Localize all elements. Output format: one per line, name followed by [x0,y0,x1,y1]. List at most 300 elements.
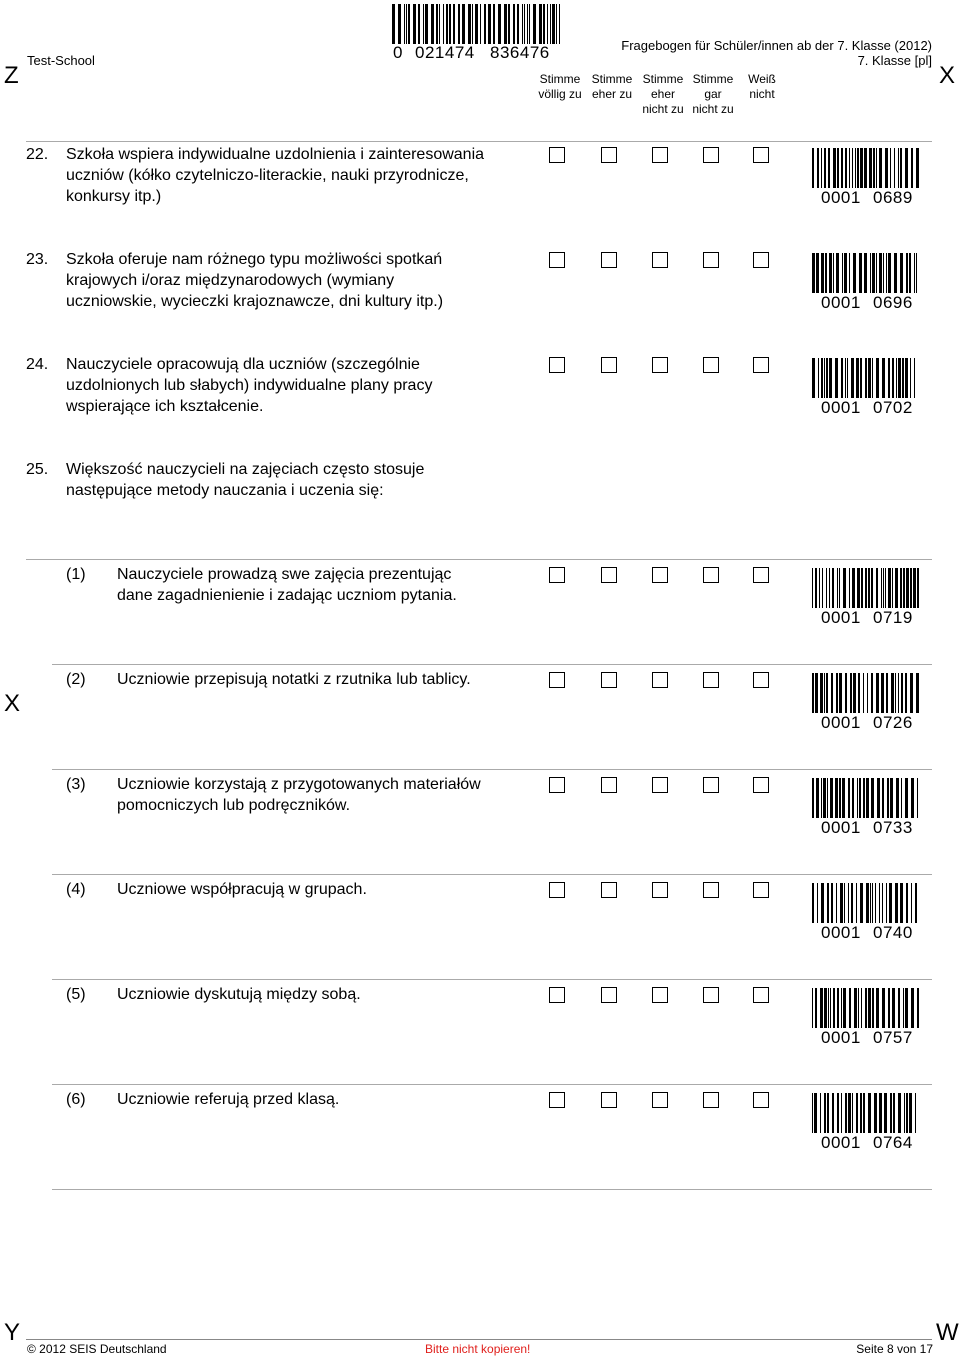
barcode-bar [513,4,515,44]
barcode-bar [898,673,899,713]
item-code-number: 0689 [873,188,913,207]
barcode-bar [524,4,525,44]
answer-checkbox-5[interactable] [753,147,769,163]
barcode-bar [812,673,814,713]
barcode-bar [872,358,873,398]
answer-column-header [685,72,741,117]
answer-checkbox-4[interactable] [703,567,719,583]
answer-checkbox-1[interactable] [549,567,565,583]
barcode-bar [906,1093,908,1133]
barcode-bar [898,988,900,1028]
barcode-bar [830,988,831,1028]
barcode-bar [882,883,883,923]
barcode-bar [898,1093,901,1133]
subitem-number: (3) [66,776,86,793]
barcode-bar [868,568,870,608]
barcode-bar [812,883,814,923]
barcode-bar [816,253,819,293]
barcode-bar [856,358,859,398]
item-code-number: 0757 [873,1028,913,1047]
question-text-line: Większość nauczycieli na zajęciach często stosuje [66,461,425,478]
corner-mark-top-right: X [939,62,956,89]
barcode-bar [864,253,867,293]
barcode-bar [871,568,873,608]
barcode-bar [845,1093,847,1133]
barcode-bar [858,673,860,713]
barcode-bar [917,568,919,608]
barcode-bar [556,4,557,44]
answer-checkbox-4[interactable] [703,777,719,793]
barcode-bar [865,568,867,608]
answer-checkbox-4[interactable] [703,357,719,373]
barcode-bar [436,4,438,44]
answer-checkbox-2[interactable] [601,777,617,793]
barcode-bar [917,778,918,818]
subitem-text-line: Uczniowie przepisują notatki z rzutnika lub tablicy. [117,671,471,688]
barcode-bar [837,988,839,1028]
question-text-line: konkursy itp.) [66,188,162,205]
answer-checkbox-5[interactable] [753,1092,769,1108]
header-divider [26,141,932,142]
barcode-bar [852,568,855,608]
barcode-bar [861,988,862,1028]
barcode-bar [830,778,833,818]
barcode-bar [839,568,840,608]
barcode-bar [863,778,865,818]
answer-checkbox-1[interactable] [549,1092,565,1108]
barcode-bar [552,4,555,44]
answer-checkbox-2[interactable] [601,252,617,268]
footer-page-number: Seite 8 von 17 [856,1342,933,1356]
barcode-bar [843,568,846,608]
barcode-bar [498,4,501,44]
answer-column-header [584,72,640,102]
barcode-bar [851,883,853,923]
barcode-bar [905,358,908,398]
row-divider [52,1084,932,1085]
answer-checkbox-4[interactable] [703,1092,719,1108]
barcode-bar [818,358,819,398]
barcode-bar [890,778,893,818]
item-barcode [812,358,920,398]
question-text-line: Szkoła oferuje nam różnego typu możliwości spotkań [66,251,443,268]
barcode-bar [906,883,908,923]
barcode-bar [849,148,850,188]
barcode-bar [879,1093,882,1133]
barcode-bar [827,883,829,923]
barcode-bar [852,1093,853,1133]
item-code-prefix: 0001 [821,713,861,732]
corner-mark-bottom-left: Y [4,1319,21,1346]
answer-checkbox-3[interactable] [652,987,668,1003]
barcode-bar [836,673,838,713]
barcode-bar [863,673,864,713]
barcode-bar [888,358,890,398]
barcode-bar [869,148,872,188]
barcode-bar [866,883,869,923]
item-code-number: 0764 [873,1133,913,1152]
barcode-bar [913,568,916,608]
barcode-bar [835,778,838,818]
barcode-bar [898,358,901,398]
barcode-bar [527,4,528,44]
barcode-bar [900,148,902,188]
answer-checkbox-1[interactable] [549,357,565,373]
question-number: 25. [26,461,49,478]
answer-checkbox-2[interactable] [601,357,617,373]
answer-checkbox-1[interactable] [549,252,565,268]
answer-column-header [532,72,588,102]
barcode-bar [547,4,548,44]
barcode-bar [418,4,420,44]
barcode-bar [876,148,877,188]
subitem-text-line: dane zagadnienienie i zadając uczniom pytania. [117,587,457,604]
question-number: 23. [26,251,49,268]
answer-checkbox-3[interactable] [652,252,668,268]
column-header-line: Weiß [748,72,776,86]
barcode-bar [888,253,891,293]
barcode-bar [815,568,817,608]
answer-checkbox-2[interactable] [601,672,617,688]
barcode-bar [893,1093,895,1133]
barcode-bar [876,568,878,608]
corner-mark-bottom-right: W [936,1319,959,1346]
barcode-bar [860,883,863,923]
barcode-bar [821,253,824,293]
barcode-bar [863,1093,865,1133]
answer-checkbox-3[interactable] [652,1092,668,1108]
column-header-line: Stimme [692,72,734,86]
barcode-bar [484,4,486,44]
barcode-bar [443,4,444,44]
barcode-bar [865,358,867,398]
question-text-line: uzdolnionych lub słabych) indywidualne plany pracy [66,377,433,394]
barcode-bar [829,253,832,293]
item-barcode [812,673,920,713]
row-divider [52,664,932,665]
barcode-bar [821,883,824,923]
answer-checkbox-3[interactable] [652,672,668,688]
barcode-bar [847,358,848,398]
barcode-bar [836,883,837,923]
answer-checkbox-1[interactable] [549,777,565,793]
barcode-bar [839,673,842,713]
barcode-bar [916,148,919,188]
item-code-prefix: 0001 [821,293,861,312]
item-code-number: 0702 [873,398,913,417]
answer-checkbox-3[interactable] [652,357,668,373]
barcode-bar [867,673,868,713]
barcode-bar [857,568,860,608]
barcode-bar [522,4,523,44]
question-text-line: uczniów (kółko czytelniczo-literackie, nauki przyrodnicze, [66,167,469,184]
answer-checkbox-4[interactable] [703,147,719,163]
answer-checkbox-4[interactable] [703,987,719,1003]
answer-checkbox-5[interactable] [753,987,769,1003]
column-header-line: nicht zu [692,102,734,116]
answer-checkbox-4[interactable] [703,252,719,268]
answer-checkbox-5[interactable] [753,672,769,688]
barcode-bar [815,988,817,1028]
answer-checkbox-1[interactable] [549,987,565,1003]
barcode-bar [914,358,915,398]
barcode-bar [889,883,892,923]
barcode-bar [876,988,879,1028]
barcode-bar [872,253,875,293]
barcode-bar [812,148,814,188]
barcode-bar [837,148,839,188]
barcode-bar [848,1093,851,1133]
barcode-bar [895,883,898,923]
barcode-bar [820,1093,821,1133]
barcode-bar [816,778,819,818]
barcode-bar [876,253,877,293]
question-text-line: krajowych i/oraz międzynarodowych (wymiany [66,272,395,289]
barcode-bar [877,778,880,818]
barcode-bar [854,988,857,1028]
form-subtitle: 7. Klasse [pl] [857,53,932,68]
barcode-bar [550,4,551,44]
barcode-bar [812,358,815,398]
barcode-bar [814,1093,817,1133]
barcode-bar [841,148,843,188]
barcode-bar [909,253,911,293]
barcode-bar [449,4,451,44]
row-divider [52,979,932,980]
barcode-bar [837,1093,839,1133]
barcode-bar [870,883,871,923]
barcode-bar [827,1093,829,1133]
barcode-bar [842,778,845,818]
answer-checkbox-4[interactable] [703,672,719,688]
barcode-bar [828,148,830,188]
answer-checkbox-5[interactable] [753,252,769,268]
barcode-bar [892,988,895,1028]
corner-mark-mid-left: X [4,690,21,717]
barcode-bar [539,4,542,44]
barcode-bar [824,148,826,188]
barcode-bar [823,778,826,818]
answer-checkbox-4[interactable] [703,882,719,898]
barcode-bar [886,673,888,713]
answer-checkbox-3[interactable] [652,567,668,583]
barcode-bar [822,568,823,608]
barcode-bar [845,148,847,188]
barcode-bar [824,1093,826,1133]
answer-checkbox-3[interactable] [652,882,668,898]
barcode-bar [488,4,491,44]
barcode-bar [883,568,884,608]
barcode-bar [860,148,863,188]
subitem-number: (5) [66,986,86,1003]
barcode-bar [458,4,460,44]
barcode-bar [404,4,405,44]
answer-checkbox-3[interactable] [652,777,668,793]
question-text-line: następujące metody nauczania i uczenia się: [66,482,384,499]
barcode-bar [844,883,845,923]
barcode-bar [884,1093,887,1133]
barcode-bar [865,988,867,1028]
row-divider [52,1189,932,1190]
column-header-line: eher [650,87,676,101]
barcode-bar [853,673,856,713]
item-code-number: 0726 [873,713,913,732]
barcode-bar [825,253,827,293]
barcode-bar [853,253,856,293]
answer-column-header [635,72,691,117]
subitem-text-line: Uczniowie korzystają z przygotowanych materiałów [117,776,481,793]
barcode-bar [906,568,909,608]
barcode-bar [833,148,836,188]
barcode-bar [855,148,856,188]
barcode-bar [857,148,859,188]
barcode-bar [872,883,873,923]
barcode-bar [871,778,874,818]
barcode-bar [423,4,424,44]
barcode-bar [439,4,440,44]
barcode-bar [860,358,862,398]
barcode-bar [425,4,428,44]
barcode-bar [812,988,813,1028]
barcode-bar [894,253,897,293]
barcode-bar [881,673,884,713]
question-text-line: Szkoła wspiera indywidualne uzdolnienia i zainteresowania [66,146,485,163]
barcode-bar [917,988,919,1028]
barcode-bar [898,148,899,188]
barcode-bar [812,778,814,818]
barcode-bar [883,253,884,293]
barcode-bar [533,4,536,44]
row-divider [52,874,932,875]
footer-notice: Bitte nicht kopieren! [425,1342,531,1356]
barcode-bar [826,358,828,398]
subitem-text-line: Nauczyciele prowadzą swe zajęcia prezentując [117,566,452,583]
answer-checkbox-5[interactable] [753,777,769,793]
barcode-bar [900,568,902,608]
header-barcode-number-b: 836476 [490,43,550,62]
section-divider [26,559,932,560]
barcode-bar [874,1093,877,1133]
footer-divider [26,1339,932,1340]
item-code-prefix: 0001 [821,398,861,417]
barcode-bar [849,568,850,608]
answer-column-header [734,72,790,102]
barcode-bar [892,568,893,608]
barcode-bar [911,883,912,923]
barcode-bar [559,4,560,44]
column-header-line: eher zu [591,87,633,101]
answer-checkbox-1[interactable] [549,672,565,688]
question-number: 24. [26,356,49,373]
barcode-bar [406,4,407,44]
answer-checkbox-5[interactable] [753,567,769,583]
column-header-line: Stimme [591,72,633,86]
barcode-bar [843,988,846,1028]
barcode-bar [829,568,830,608]
barcode-bar [529,4,530,44]
answer-checkbox-1[interactable] [549,882,565,898]
barcode-bar [910,568,912,608]
barcode-bar [915,883,917,923]
barcode-bar [836,253,839,293]
barcode-bar [873,148,875,188]
barcode-bar [902,358,904,398]
barcode-bar [856,1093,858,1133]
barcode-bar [826,568,827,608]
answer-checkbox-2[interactable] [601,567,617,583]
header-barcode-number-a: 021474 [415,43,475,62]
barcode-bar [895,673,896,713]
item-code-prefix: 0001 [821,1133,861,1152]
barcode-bar [824,673,825,713]
barcode-bar [453,4,455,44]
item-code-number: 0733 [873,818,913,837]
barcode-bar [829,358,832,398]
barcode-bar [817,883,818,923]
answer-checkbox-2[interactable] [601,882,617,898]
subitem-number: (2) [66,671,86,688]
barcode-bar [905,778,908,818]
barcode-bar [831,883,833,923]
item-code-prefix: 0001 [821,188,861,207]
answer-checkbox-2[interactable] [601,1092,617,1108]
answer-checkbox-1[interactable] [549,147,565,163]
barcode-bar [894,148,895,188]
item-barcode [812,988,920,1028]
subitem-text-line: Uczniowie referują przed klasą. [117,1091,340,1108]
barcode-bar [820,673,823,713]
barcode-bar [835,358,838,398]
barcode-bar [832,568,834,608]
column-header-line: Stimme [539,72,581,86]
barcode-bar [821,778,822,818]
barcode-bar [879,883,880,923]
barcode-bar [480,4,481,44]
barcode-bar [896,358,897,398]
barcode-bar [839,778,841,818]
barcode-bar [841,358,843,398]
question-text-line: Nauczyciele opracowują dla uczniów (szczególnie [66,356,420,373]
barcode-bar [885,568,886,608]
barcode-bar [826,673,828,713]
barcode-bar [431,4,434,44]
column-header-line: nicht zu [642,102,684,116]
item-barcode [812,1093,920,1133]
barcode-bar [859,253,862,293]
barcode-bar [543,4,545,44]
answer-checkbox-2[interactable] [601,147,617,163]
item-code-prefix: 0001 [821,818,861,837]
barcode-bar [817,148,819,188]
barcode-bar [876,673,879,713]
item-code-prefix: 0001 [821,1028,861,1047]
barcode-bar [915,1093,916,1133]
answer-checkbox-2[interactable] [601,987,617,1003]
item-code-prefix: 0001 [821,608,861,627]
barcode-bar [882,988,885,1028]
barcode-bar [517,4,519,44]
barcode-bar [886,883,887,923]
barcode-bar [911,148,913,188]
answer-checkbox-5[interactable] [753,357,769,373]
item-barcode [812,568,920,608]
answer-checkbox-3[interactable] [652,147,668,163]
answer-checkbox-5[interactable] [753,882,769,898]
barcode-bar [831,673,833,713]
question-text-line: wspierające ich kształcenie. [66,398,264,415]
barcode-bar [849,988,851,1028]
barcode-bar [859,778,861,818]
